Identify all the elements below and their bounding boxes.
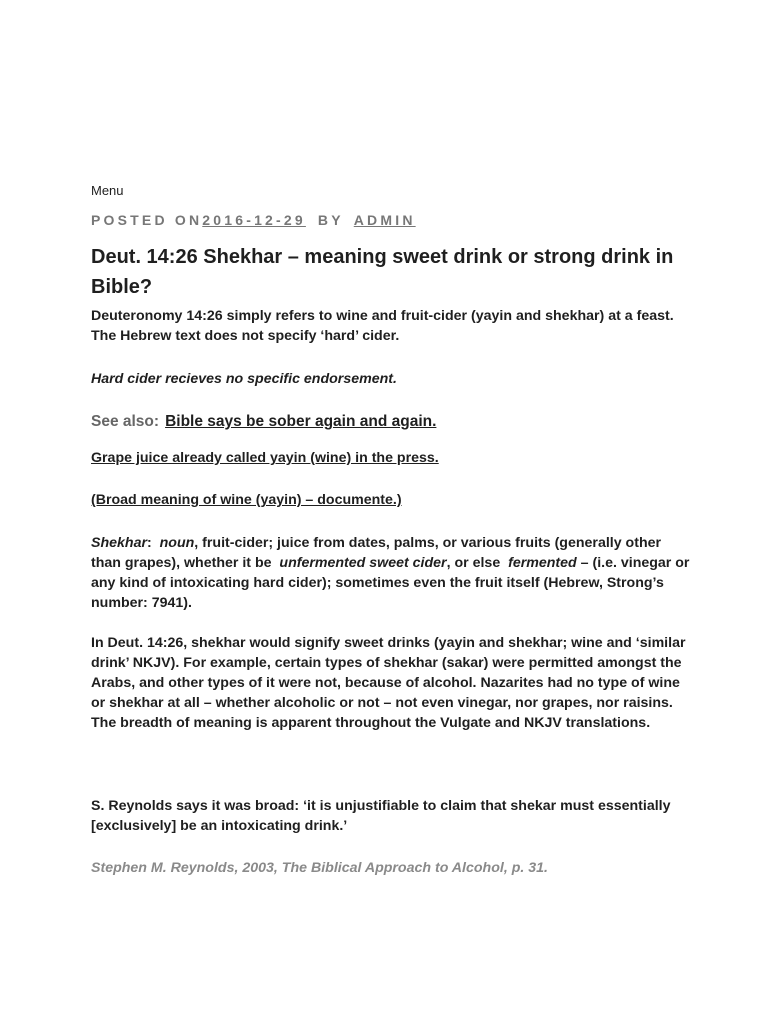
citation: Stephen M. Reynolds, 2003, The Biblical Approach to Alcohol, p. 31. [91,860,548,876]
see-also-link[interactable]: Bible says be sober again and again. [165,413,437,430]
definition-emph-1: unfermented sweet cider [279,555,447,571]
hard-cider-text: Hard cider recieves no specific endorsement. [91,371,397,387]
definition-emph-2: fermented [508,555,577,571]
definition-text-3: – (i.e. vinegar or any kind of intoxicating hard cider); sometimes even the fruit itself (Hebrew, Strong’s number: 7941). [91,555,690,611]
post-date-link[interactable]: 2016-12-29 [202,212,306,228]
definition-pos: noun [159,535,195,551]
broad-meaning-paragraph [91,490,691,510]
intro-paragraph: Deuteronomy 14:26 simply refers to wine and fruit-cider (yayin and shekhar) at a feast. The Hebrew text does not specify ‘hard’ cider. [91,308,674,344]
deut-paragraph: In Deut. 14:26, shekhar would signify sweet drinks (yayin and shekhar; wine and ‘similar drink’ NKJV). For example, certain types of shekhar (sakar) were permitted amongst the Arabs, and other types of it were not, because of alcohol. Nazarites had no type of wine or shekhar at all – whether alcoholic or not – not even vinegar, nor grapes, nor raisins. The breadth of meaning is apparent throughout the Vulgate and NKJV translations. [91,635,686,731]
grape-juice-link[interactable]: Grape juice already called yayin (wine) in the press. [91,450,439,466]
see-also-label: See also: [91,413,160,430]
posted-on-label: POSTED ON [91,212,203,228]
hard-cider-note [91,369,691,389]
see-also [91,412,691,432]
article-title: Deut. 14:26 Shekhar – meaning sweet drink or strong drink in Bible? [91,246,674,298]
post-meta [91,212,416,228]
broad-meaning-link[interactable]: (Broad meaning of wine (yayin) – documente.) [91,492,402,508]
definition-term: Shekhar [91,535,147,551]
definition-text-1: , fruit-cider; juice from dates, palms, or various fruits (generally other than grapes), whether it be [91,535,662,571]
menu-toggle[interactable]: Menu [91,183,124,198]
definition-colon: : [147,535,152,551]
reynolds-paragraph: S. Reynolds says it was broad: ‘it is unjustifiable to claim that shekar must essentially [exclusively] be an intoxicating drink.’ [91,798,671,834]
by-label: BY [317,212,344,228]
grape-juice-paragraph [91,448,691,468]
definition-text-2: , or else [446,555,505,571]
author-link[interactable]: ADMIN [353,212,416,228]
definition-paragraph [91,533,691,613]
